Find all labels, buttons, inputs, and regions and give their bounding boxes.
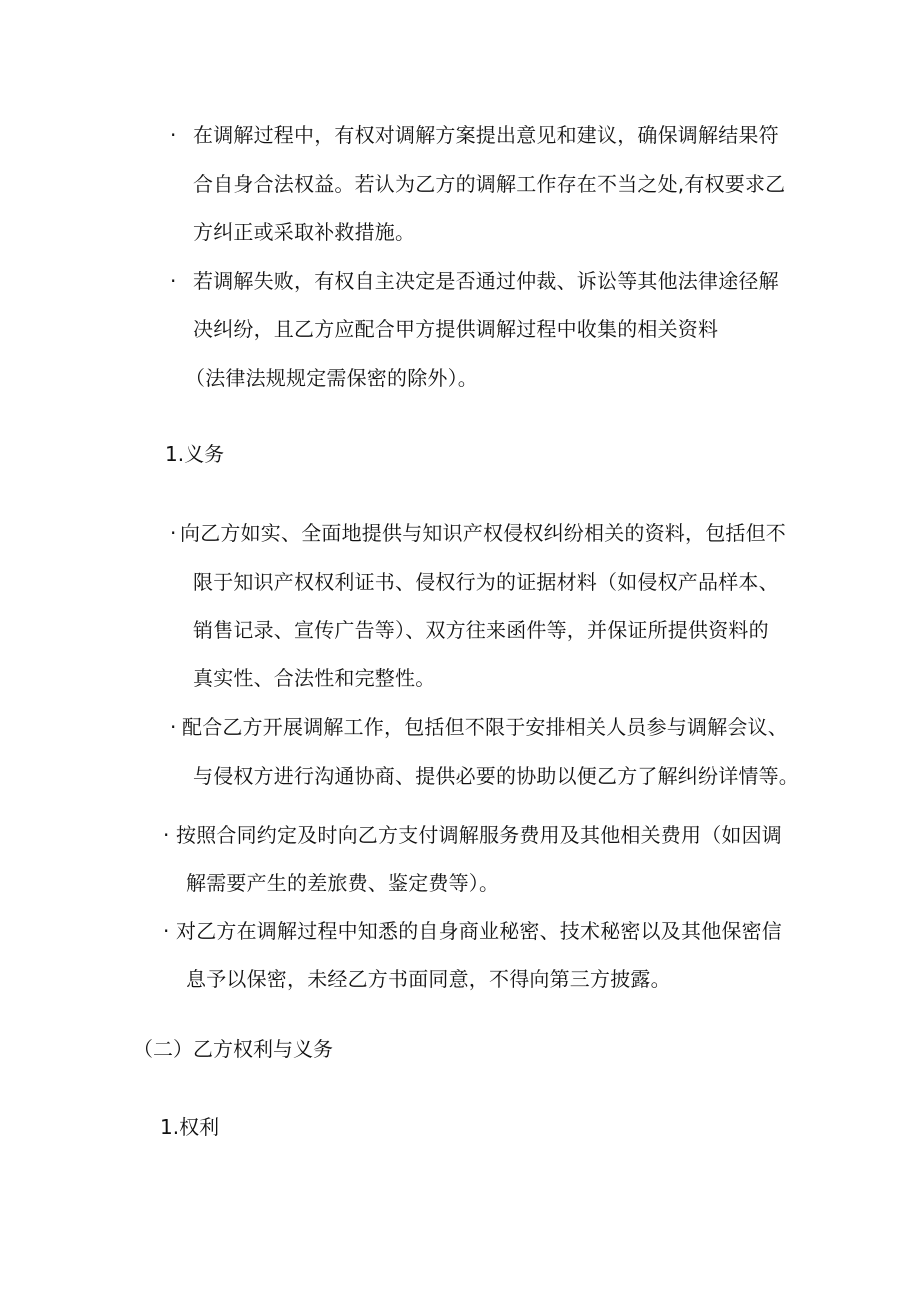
paragraph-line: 解需要产生的差旅费、鉴定费等）。 xyxy=(186,871,500,895)
list-bullet: · xyxy=(163,823,170,847)
paragraph-line: 对乙方在调解过程中知悉的自身商业秘密、技术秘密以及其他保密信 xyxy=(176,919,782,943)
list-bullet: · xyxy=(170,269,177,293)
paragraph-line: （法律法规规定需保密的除外）。 xyxy=(185,366,478,390)
paragraph-line: 销售记录、宣传广告等）、双方往来函件等，并保证所提供资料的 xyxy=(193,618,769,642)
list-bullet: · xyxy=(163,919,170,943)
paragraph-line: 在调解过程中，有权对调解方案提出意见和建议，确保调解结果符 xyxy=(193,123,779,147)
paragraph-line: 息予以保密，未经乙方书面同意，不得向第三方披露。 xyxy=(186,967,671,991)
paragraph-line: 若调解失败，有权自主决定是否通过仲裁、诉讼等其他法律途径解 xyxy=(193,269,779,293)
paragraph-line: 限于知识产权权利证书、侵权行为的证据材料（如侵权产品样本、 xyxy=(193,570,779,594)
paragraph-line: 决纠纷，且乙方应配合甲方提供调解过程中收集的相关资料 xyxy=(193,317,719,341)
paragraph-line: 方纠正或采取补救措施。 xyxy=(193,220,416,244)
rights-heading: 1.权利 xyxy=(160,1115,220,1139)
paragraph-line: 按照合同约定及时向乙方支付调解服务费用及其他相关费用（如因调 xyxy=(176,823,782,847)
paragraph-line: 向乙方如实、全面地提供与知识产权侵权纠纷相关的资料，包括但不 xyxy=(180,521,786,545)
list-bullet: · xyxy=(170,123,177,147)
duties-heading: 1.义务 xyxy=(165,442,225,466)
paragraph-line: 真实性、合法性和完整性。 xyxy=(193,666,436,690)
paragraph-line: 配合乙方开展调解工作，包括但不限于安排相关人员参与调解会议、 xyxy=(182,715,788,739)
list-bullet: · xyxy=(170,521,177,545)
section-heading: （二）乙方权利与义务 xyxy=(133,1037,333,1061)
list-bullet: · xyxy=(170,715,177,739)
paragraph-line: 合自身合法权益。若认为乙方的调解工作存在不当之处,有权要求乙 xyxy=(193,172,786,196)
paragraph-line: 与侵权方进行沟通协商、提供必要的协助以便乙方了解纠纷详情等。 xyxy=(193,764,799,788)
